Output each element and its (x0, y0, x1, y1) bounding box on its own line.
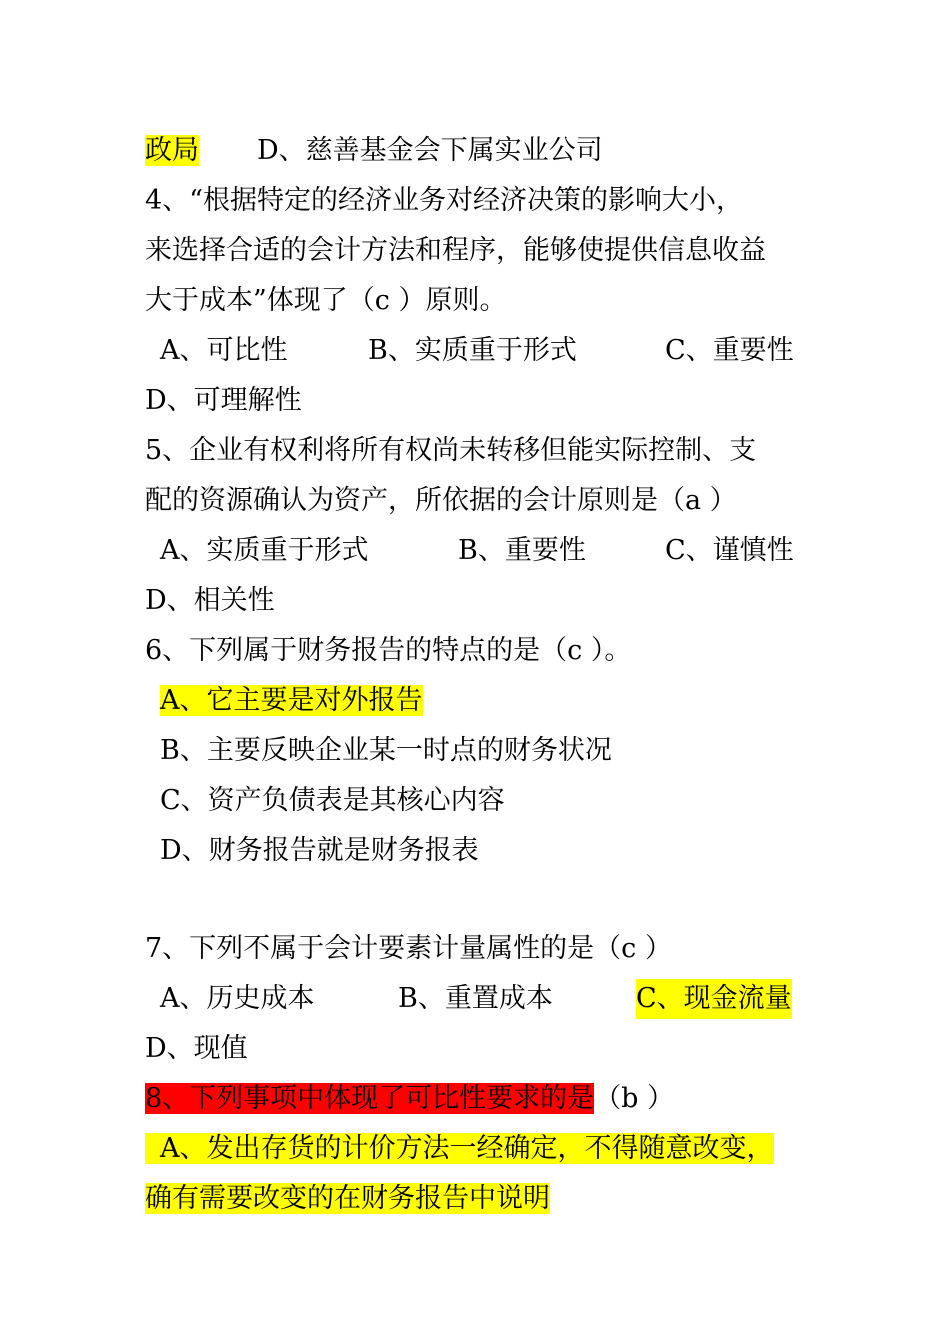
prev-question-continuation: 政局 (145, 135, 199, 166)
q6-option-d: D、财务报告就是财务报表 (160, 835, 479, 866)
q5-options-row (0, 531, 950, 571)
q8-stem-line (145, 1079, 674, 1119)
q5-stem-line2: 配的资源确认为资产，所依据的会计原则是（a ） (145, 485, 737, 516)
q7-option-c: C、现金流量 (636, 979, 792, 1019)
q8-option-a-text2: 确有需要改变的在财务报告中说明 (145, 1183, 550, 1214)
q5-option-a: A、实质重于形式 (160, 535, 369, 566)
q4-stem-line2: 来选择合适的会计方法和程序，能够使提供信息收益 (145, 235, 766, 266)
q7-option-a: A、历史成本 (160, 983, 315, 1014)
q4-option-b: B、实质重于形式 (368, 335, 577, 366)
q8-stem: 8、下列事项中体现了可比性要求的是 (145, 1083, 595, 1114)
q6-option-a-text: A、它主要是对外报告 (160, 685, 423, 716)
q7-option-d: D、现值 (145, 1033, 248, 1064)
q6-option-a (160, 681, 423, 721)
q7-options-row (0, 979, 950, 1019)
q4-option-a: A、可比性 (160, 335, 288, 366)
prev-option-d: D、慈善基金会下属实业公司 (257, 135, 603, 166)
q4-stem-line3: 大于成本”体现了（c ）原则。 (145, 285, 507, 316)
q7-option-b: B、重置成本 (398, 983, 553, 1014)
q5-option-d: D、相关性 (145, 585, 275, 616)
q6-stem: 6、下列属于财务报告的特点的是（c ）。 (145, 635, 632, 666)
q4-stem-line1: 4、“根据特定的经济业务对经济决策的影响大小， (145, 185, 743, 216)
q8-option-a-line2 (145, 1179, 550, 1219)
q8-answer: （b ） (594, 1083, 675, 1114)
q6-option-c: C、资产负债表是其核心内容 (160, 785, 505, 816)
prev-question-tail (145, 131, 603, 171)
q4-options-row (0, 331, 950, 371)
q7-stem: 7、下列不属于会计要素计量属性的是（c ） (145, 933, 672, 964)
q8-option-a-text1: A、发出存货的计价方法一经确定，不得随意改变， (145, 1133, 774, 1164)
q5-stem-line1: 5、企业有权利将所有权尚未转移但能实际控制、支 (145, 435, 757, 466)
q6-option-b: B、主要反映企业某一时点的财务状况 (160, 735, 612, 766)
q4-option-c: C、重要性 (665, 335, 794, 366)
q5-option-c: C、谨慎性 (665, 535, 794, 566)
q4-option-d: D、可理解性 (145, 385, 302, 416)
q5-option-b: B、重要性 (458, 535, 586, 566)
q8-option-a-line1 (145, 1129, 774, 1169)
